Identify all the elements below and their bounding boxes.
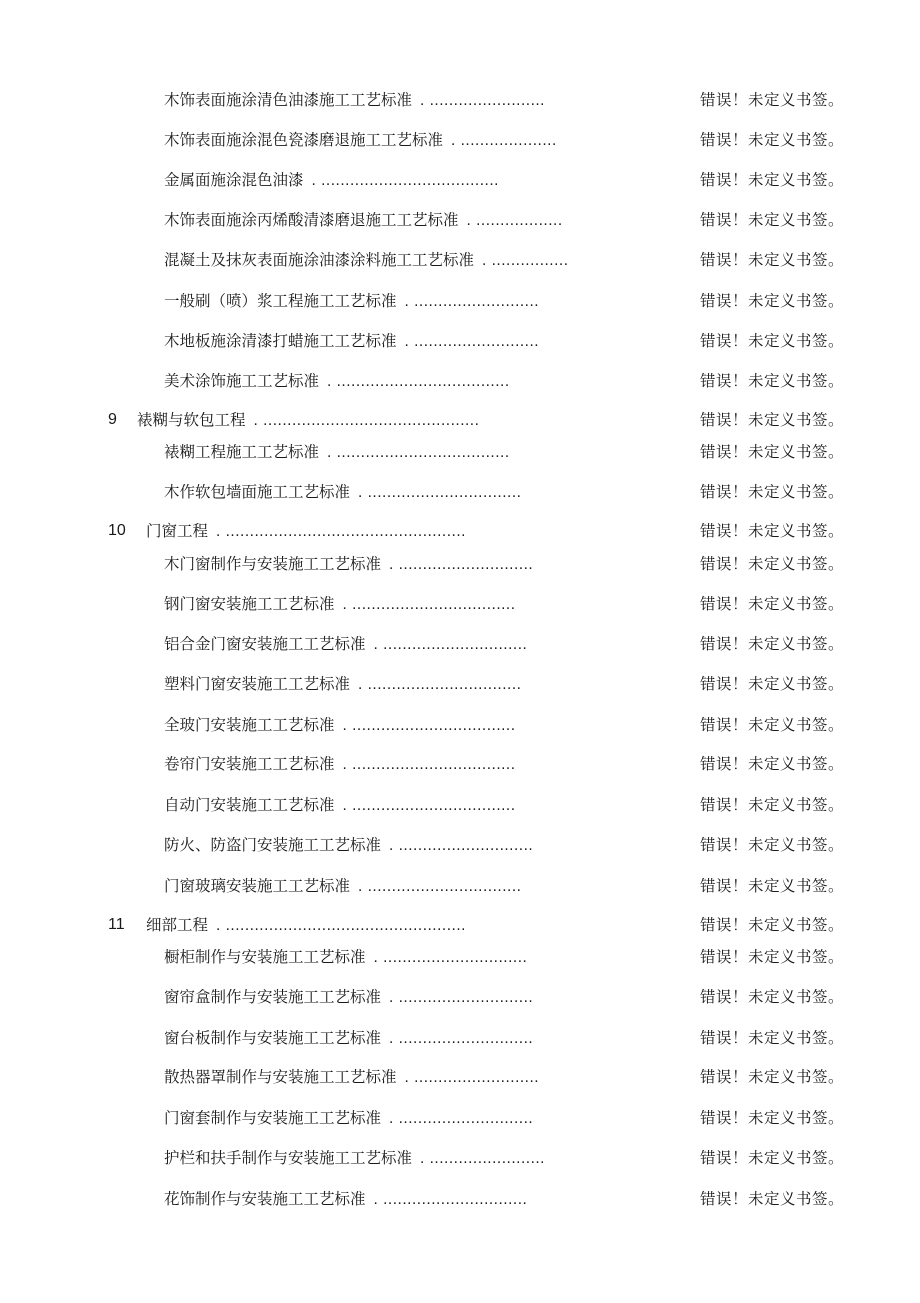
entry-title-text: 裱糊与软包工程 <box>137 411 246 429</box>
toc-entry[interactable] <box>0 713 920 737</box>
page-reference-error: 错误！未定义书签。 <box>700 1109 845 1127</box>
page-reference-error: 错误！未定义书签。 <box>700 1029 845 1047</box>
page-reference-error: 错误！未定义书签。 <box>700 211 845 229</box>
toc-entry[interactable] <box>0 1106 920 1130</box>
page-reference-error: 错误！未定义书签。 <box>700 635 845 653</box>
page-reference-error: 错误！未定义书签。 <box>700 595 845 613</box>
page-reference-error: 错误！未定义书签。 <box>700 372 845 390</box>
toc-entry[interactable] <box>0 945 920 969</box>
entry-title <box>164 289 539 314</box>
entry-title <box>146 913 466 938</box>
dot-leader: . .................................. <box>342 717 516 734</box>
entry-title-text: 木饰表面施涂混色瓷漆磨退施工工艺标准 <box>164 131 444 149</box>
toc-entry[interactable] <box>0 168 920 192</box>
page-reference-error: 错误！未定义书签。 <box>700 91 845 109</box>
dot-leader: . .............................. <box>373 949 528 966</box>
page-reference-error: 错误！未定义书签。 <box>700 332 845 350</box>
entry-title <box>164 1026 533 1051</box>
dot-leader: . ............................................. <box>253 412 480 429</box>
toc-entry[interactable] <box>0 329 920 353</box>
toc-entry[interactable] <box>0 632 920 656</box>
entry-title <box>164 440 510 465</box>
entry-title-text: 裱糊工程施工工艺标准 <box>164 443 320 461</box>
page-reference-error: 错误！未定义书签。 <box>700 522 845 540</box>
dot-leader: . ............................ <box>389 1030 534 1047</box>
dot-leader: . ............................ <box>389 989 534 1006</box>
entry-title <box>164 168 499 193</box>
entry-title <box>164 1146 545 1171</box>
entry-title <box>164 672 521 697</box>
entry-title-text: 细部工程 <box>146 916 209 934</box>
toc-entry[interactable] <box>0 208 920 232</box>
entry-title-text: 门窗玻璃安装施工工艺标准 <box>164 877 351 895</box>
page-reference-error: 错误！未定义书签。 <box>700 171 845 189</box>
toc-entry[interactable] <box>0 552 920 576</box>
entry-title-text: 门窗工程 <box>146 522 209 540</box>
toc-entry[interactable] <box>0 592 920 616</box>
toc-entry[interactable] <box>0 833 920 857</box>
entry-title <box>164 874 521 899</box>
entry-title-text: 护栏和扶手制作与安装施工工艺标准 <box>164 1149 413 1167</box>
page-reference-error: 错误！未定义书签。 <box>700 131 845 149</box>
entry-title-text: 窗台板制作与安装施工工艺标准 <box>164 1029 382 1047</box>
entry-title <box>164 945 527 970</box>
toc-entry[interactable] <box>0 672 920 696</box>
entry-title-text: 自动门安装施工工艺标准 <box>164 796 335 814</box>
toc-entry[interactable] <box>0 88 920 112</box>
dot-leader: . ................................ <box>358 484 522 501</box>
toc-entry[interactable] <box>0 480 920 504</box>
page-reference-error: 错误！未定义书签。 <box>700 755 845 773</box>
entry-title <box>164 1187 527 1212</box>
toc-entry[interactable] <box>0 1026 920 1050</box>
toc-entry[interactable] <box>0 1146 920 1170</box>
entry-title-text: 钢门窗安装施工工艺标准 <box>164 595 335 613</box>
entry-title <box>164 369 510 394</box>
dot-leader: . .................... <box>451 132 557 149</box>
entry-title-text: 混凝土及抹灰表面施涂油漆涂料施工工艺标准 <box>164 251 475 269</box>
toc-entry[interactable] <box>0 369 920 393</box>
section-number: 11 <box>108 916 125 933</box>
toc-entry[interactable] <box>0 248 920 272</box>
dot-leader: . .......................... <box>404 293 540 310</box>
dot-leader: . ........................ <box>420 92 545 109</box>
entry-title-text: 铝合金门窗安装施工工艺标准 <box>164 635 366 653</box>
toc-entry[interactable] <box>0 519 920 543</box>
toc-entry[interactable] <box>0 408 920 432</box>
toc-entry[interactable] <box>0 793 920 817</box>
entry-title <box>164 1106 533 1131</box>
dot-leader: . ................................ <box>358 676 522 693</box>
page-reference-error: 错误！未定义书签。 <box>700 1068 845 1086</box>
page-reference-error: 错误！未定义书签。 <box>700 251 845 269</box>
entry-title <box>164 552 533 577</box>
entry-title-text: 一般刷（喷）浆工程施工工艺标准 <box>164 292 397 310</box>
toc-entry[interactable] <box>0 440 920 464</box>
dot-leader: . .................................. <box>342 596 516 613</box>
entry-title <box>164 793 516 818</box>
toc-entry[interactable] <box>0 752 920 776</box>
dot-leader: . .................................................. <box>216 523 466 540</box>
dot-leader: . .............................. <box>373 1191 528 1208</box>
page-reference-error: 错误！未定义书签。 <box>700 292 845 310</box>
dot-leader: . ................ <box>482 252 569 269</box>
dot-leader: . .......................... <box>404 1069 540 1086</box>
entry-title-text: 木地板施涂清漆打蜡施工工艺标准 <box>164 332 397 350</box>
dot-leader: . .......................... <box>404 333 540 350</box>
dot-leader: . ............................ <box>389 1110 534 1127</box>
entry-title-text: 防火、防盗门安装施工工艺标准 <box>164 836 382 854</box>
page-reference-error: 错误！未定义书签。 <box>700 1149 845 1167</box>
dot-leader: . ................................ <box>358 878 522 895</box>
toc-entry[interactable] <box>0 1187 920 1211</box>
dot-leader: . .................................... <box>327 444 510 461</box>
entry-title-text: 卷帘门安装施工工艺标准 <box>164 755 335 773</box>
dot-leader: . ........................ <box>420 1150 545 1167</box>
entry-title-text: 木作软包墙面施工工艺标准 <box>164 483 351 501</box>
page-reference-error: 错误！未定义书签。 <box>700 483 845 501</box>
entry-title <box>137 408 479 433</box>
dot-leader: . .................................. <box>342 756 516 773</box>
page-reference-error: 错误！未定义书签。 <box>700 948 845 966</box>
entry-title-text: 木门窗制作与安装施工工艺标准 <box>164 555 382 573</box>
page-reference-error: 错误！未定义书签。 <box>700 555 845 573</box>
entry-title-text: 门窗套制作与安装施工工艺标准 <box>164 1109 382 1127</box>
entry-title <box>164 88 545 113</box>
entry-title-text: 花饰制作与安装施工工艺标准 <box>164 1190 366 1208</box>
page-reference-error: 错误！未定义书签。 <box>700 411 845 429</box>
entry-title-text: 美术涂饰施工工艺标准 <box>164 372 320 390</box>
entry-title <box>164 128 557 153</box>
entry-title <box>164 985 533 1010</box>
toc-entry[interactable] <box>0 289 920 313</box>
entry-title <box>164 713 516 738</box>
page-reference-error: 错误！未定义书签。 <box>700 916 845 934</box>
entry-title-text: 全玻门安装施工工艺标准 <box>164 716 335 734</box>
entry-title-text: 塑料门窗安装施工工艺标准 <box>164 675 351 693</box>
page-reference-error: 错误！未定义书签。 <box>700 1190 845 1208</box>
entry-title <box>164 248 569 273</box>
dot-leader: . ............................ <box>389 837 534 854</box>
entry-title <box>146 519 466 544</box>
dot-leader: . .............................. <box>373 636 528 653</box>
entry-title <box>164 329 539 354</box>
entry-title-text: 窗帘盒制作与安装施工工艺标准 <box>164 988 382 1006</box>
toc-entry[interactable] <box>0 128 920 152</box>
entry-title <box>164 752 516 777</box>
page-reference-error: 错误！未定义书签。 <box>700 443 845 461</box>
dot-leader: . .................. <box>466 212 563 229</box>
entry-title-text: 散热器罩制作与安装施工工艺标准 <box>164 1068 397 1086</box>
entry-title <box>164 592 516 617</box>
toc-entry[interactable] <box>0 913 920 937</box>
entry-title <box>164 480 521 505</box>
entry-title <box>164 632 527 657</box>
toc-entry[interactable] <box>0 874 920 898</box>
page-reference-error: 错误！未定义书签。 <box>700 796 845 814</box>
page-reference-error: 错误！未定义书签。 <box>700 877 845 895</box>
dot-leader: . ............................ <box>389 556 534 573</box>
entry-title-text: 木饰表面施涂清色油漆施工工艺标准 <box>164 91 413 109</box>
entry-title-text: 橱柜制作与安装施工工艺标准 <box>164 948 366 966</box>
dot-leader: . .................................................. <box>216 917 466 934</box>
toc-entry[interactable] <box>0 985 920 1009</box>
dot-leader: . .................................... <box>327 373 510 390</box>
entry-title-text: 金属面施涂混色油漆 <box>164 171 304 189</box>
page-reference-error: 错误！未定义书签。 <box>700 988 845 1006</box>
section-number: 10 <box>108 522 126 539</box>
entry-title <box>164 208 563 233</box>
page-reference-error: 错误！未定义书签。 <box>700 675 845 693</box>
section-number: 9 <box>108 411 117 428</box>
entry-title-text: 木饰表面施涂丙烯酸清漆磨退施工工艺标准 <box>164 211 459 229</box>
entry-title <box>164 833 533 858</box>
toc-entry[interactable] <box>0 1065 920 1089</box>
entry-title <box>164 1065 539 1090</box>
dot-leader: . ..................................... <box>311 172 499 189</box>
page-reference-error: 错误！未定义书签。 <box>700 716 845 734</box>
page-reference-error: 错误！未定义书签。 <box>700 836 845 854</box>
dot-leader: . .................................. <box>342 797 516 814</box>
